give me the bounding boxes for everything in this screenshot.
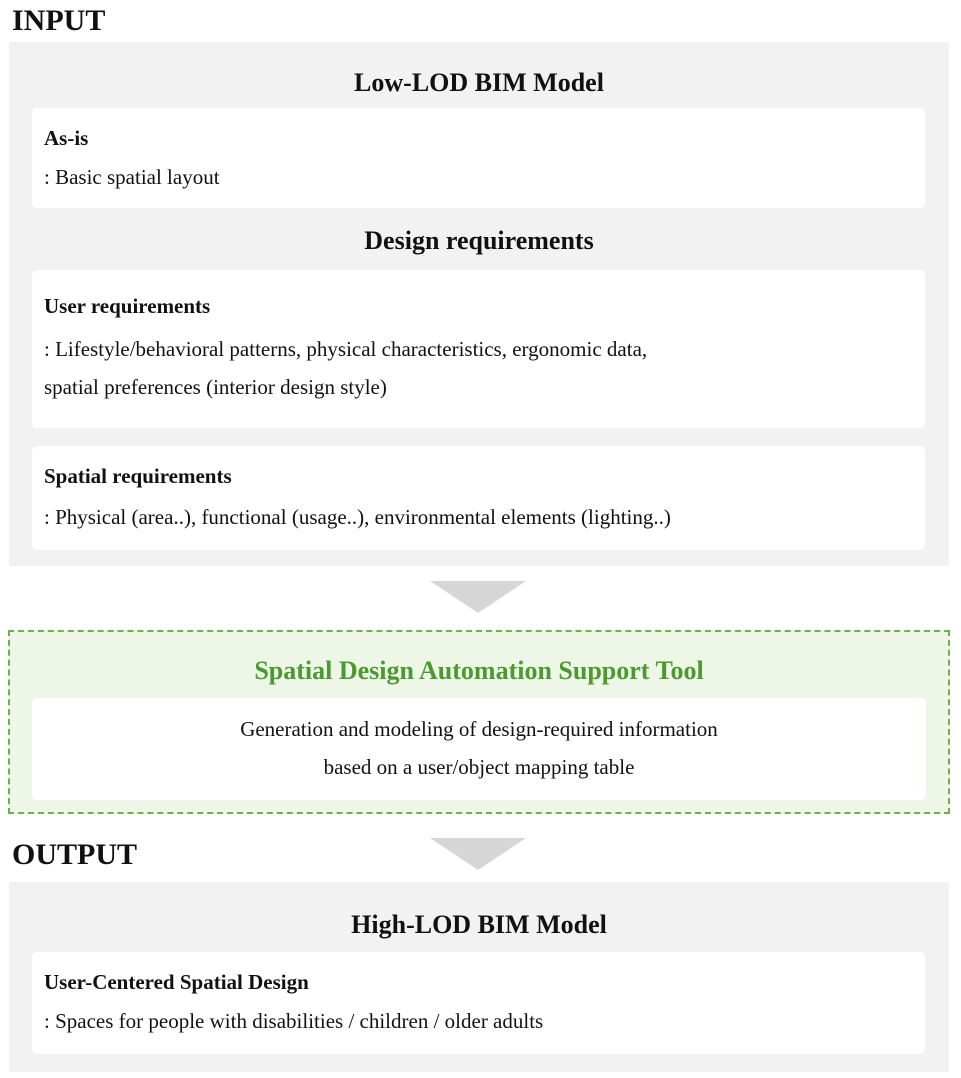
spatial-requirements-text: : Physical (area..), functional (usage..), environmental elements (lighting..) <box>44 505 671 529</box>
user-centered-card <box>32 952 925 1054</box>
low-lod-title: Low-LOD BIM Model <box>354 68 604 97</box>
input-label: INPUT <box>12 4 106 37</box>
tool-title: Spatial Design Automation Support Tool <box>254 656 704 685</box>
down-triangle-arrow-icon <box>430 581 526 613</box>
down-triangle-arrow-icon <box>430 838 526 870</box>
user-requirements-heading: User requirements <box>44 294 211 318</box>
user-requirements-card <box>32 270 925 428</box>
output-label: OUTPUT <box>12 838 138 871</box>
input-panel <box>9 42 949 566</box>
user-centered-heading: User-Centered Spatial Design <box>44 970 309 994</box>
user-centered-text: : Spaces for people with disabilities / children / older adults <box>44 1009 544 1033</box>
tool-description-line-2: based on a user/object mapping table <box>323 755 635 779</box>
spatial-requirements-card <box>32 446 925 550</box>
as-is-heading: As-is <box>44 126 89 150</box>
as-is-card <box>32 108 925 208</box>
tool-description-card <box>32 698 926 800</box>
user-requirements-line-2: spatial preferences (interior design style) <box>44 375 387 399</box>
design-requirements-title: Design requirements <box>364 226 594 255</box>
tool-description-line-1: Generation and modeling of design-required information <box>240 717 718 741</box>
output-panel <box>9 882 949 1072</box>
automation-tool-box <box>8 630 950 814</box>
spatial-requirements-heading: Spatial requirements <box>44 464 232 488</box>
high-lod-title: High-LOD BIM Model <box>351 910 607 939</box>
as-is-text: : Basic spatial layout <box>44 165 220 189</box>
user-requirements-line-1: : Lifestyle/behavioral patterns, physical characteristics, ergonomic data, <box>44 337 648 361</box>
